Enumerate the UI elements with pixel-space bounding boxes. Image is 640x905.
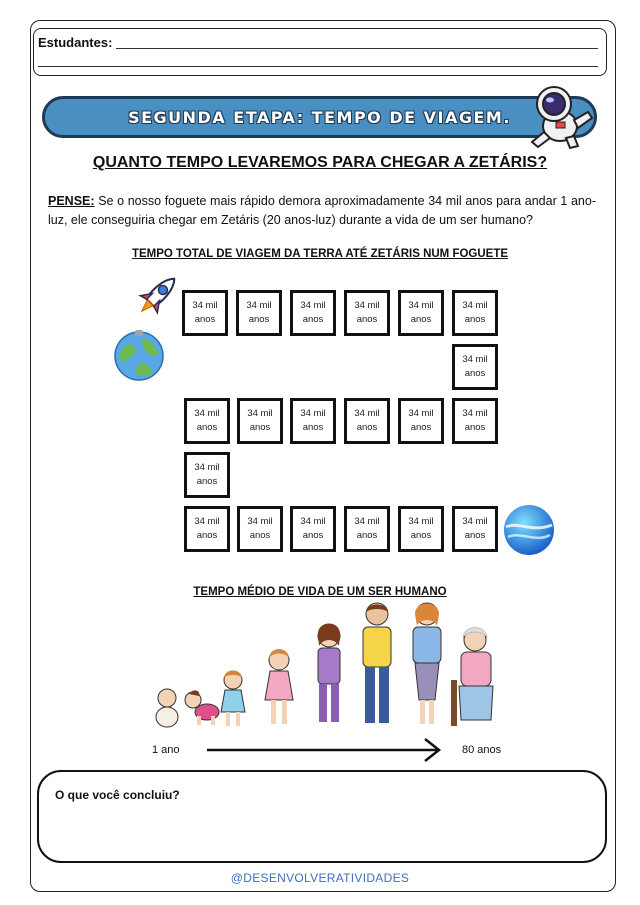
time-box: 34 mil anos bbox=[184, 398, 230, 444]
time-box: 34 mil anos bbox=[398, 506, 444, 552]
students-box bbox=[33, 28, 607, 76]
adult-woman-figure bbox=[413, 603, 441, 724]
time-box: 34 mil anos bbox=[290, 506, 336, 552]
astronaut-icon bbox=[518, 80, 596, 150]
time-box: 34 mil anos bbox=[344, 506, 390, 552]
time-box: 34 mil anos bbox=[398, 398, 444, 444]
time-box: 34 mil anos bbox=[452, 290, 498, 336]
time-box: 34 mil anos bbox=[344, 290, 390, 336]
little-girl-figure bbox=[221, 671, 245, 727]
time-box: 34 mil anos bbox=[452, 506, 498, 552]
think-label: PENSE: bbox=[48, 194, 95, 208]
time-box: 34 mil anos bbox=[398, 290, 444, 336]
main-question: QUANTO TEMPO LEVAREMOS PARA CHEGAR A ZETÁRIS? bbox=[92, 154, 548, 171]
time-box: 34 mil anos bbox=[452, 344, 498, 390]
travel-heading: TEMPO TOTAL DE VIAGEM DA TERRA ATÉ ZETÁRIS NUM FOGUETE bbox=[131, 248, 509, 260]
think-paragraph bbox=[48, 192, 596, 230]
elderly-woman-figure bbox=[451, 628, 493, 727]
stage-banner bbox=[42, 96, 597, 138]
rocket-icon bbox=[132, 270, 184, 320]
life-stages-illustration bbox=[145, 600, 505, 730]
time-box: 34 mil anos bbox=[290, 398, 336, 444]
age-start-label: 1 ano bbox=[152, 744, 180, 756]
teen-figure bbox=[318, 624, 340, 723]
time-box: 34 mil anos bbox=[237, 398, 283, 444]
age-end-label: 80 anos bbox=[462, 744, 502, 756]
students-name-line-2[interactable] bbox=[38, 66, 598, 67]
think-text: Se o nosso foguete mais rápido demora aproximadamente 34 mil anos para andar 1 ano-luz, ele conseguiria chegar em Zetáris (20 anos-luz) durante a vida de um ser humano? bbox=[48, 194, 596, 227]
young-man-figure bbox=[363, 603, 391, 723]
stage-title: SEGUNDA ETAPA: TEMPO DE VIAGEM. bbox=[128, 107, 511, 127]
earth-icon bbox=[113, 330, 165, 382]
conclusion-label: O que você concluiu? bbox=[55, 788, 180, 802]
time-box: 34 mil anos bbox=[184, 506, 230, 552]
zetaris-planet-icon bbox=[502, 503, 556, 557]
time-box: 34 mil anos bbox=[344, 398, 390, 444]
toddler-figure bbox=[185, 690, 219, 725]
time-box: 34 mil anos bbox=[184, 452, 230, 498]
timeline-arrow-icon bbox=[205, 737, 445, 763]
life-heading: TEMPO MÉDIO DE VIDA DE UM SER HUMANO bbox=[193, 586, 447, 598]
time-box: 34 mil anos bbox=[290, 290, 336, 336]
time-box: 34 mil anos bbox=[237, 506, 283, 552]
time-box: 34 mil anos bbox=[236, 290, 282, 336]
conclusion-answer-box[interactable] bbox=[37, 770, 607, 863]
child-figure bbox=[265, 649, 293, 724]
students-name-line[interactable] bbox=[116, 48, 598, 49]
footer-handle: @DESENVOLVERATIVIDADES bbox=[230, 871, 410, 885]
baby-figure bbox=[156, 689, 178, 727]
students-label: Estudantes: bbox=[38, 35, 113, 50]
time-box: 34 mil anos bbox=[452, 398, 498, 444]
time-box: 34 mil anos bbox=[182, 290, 228, 336]
